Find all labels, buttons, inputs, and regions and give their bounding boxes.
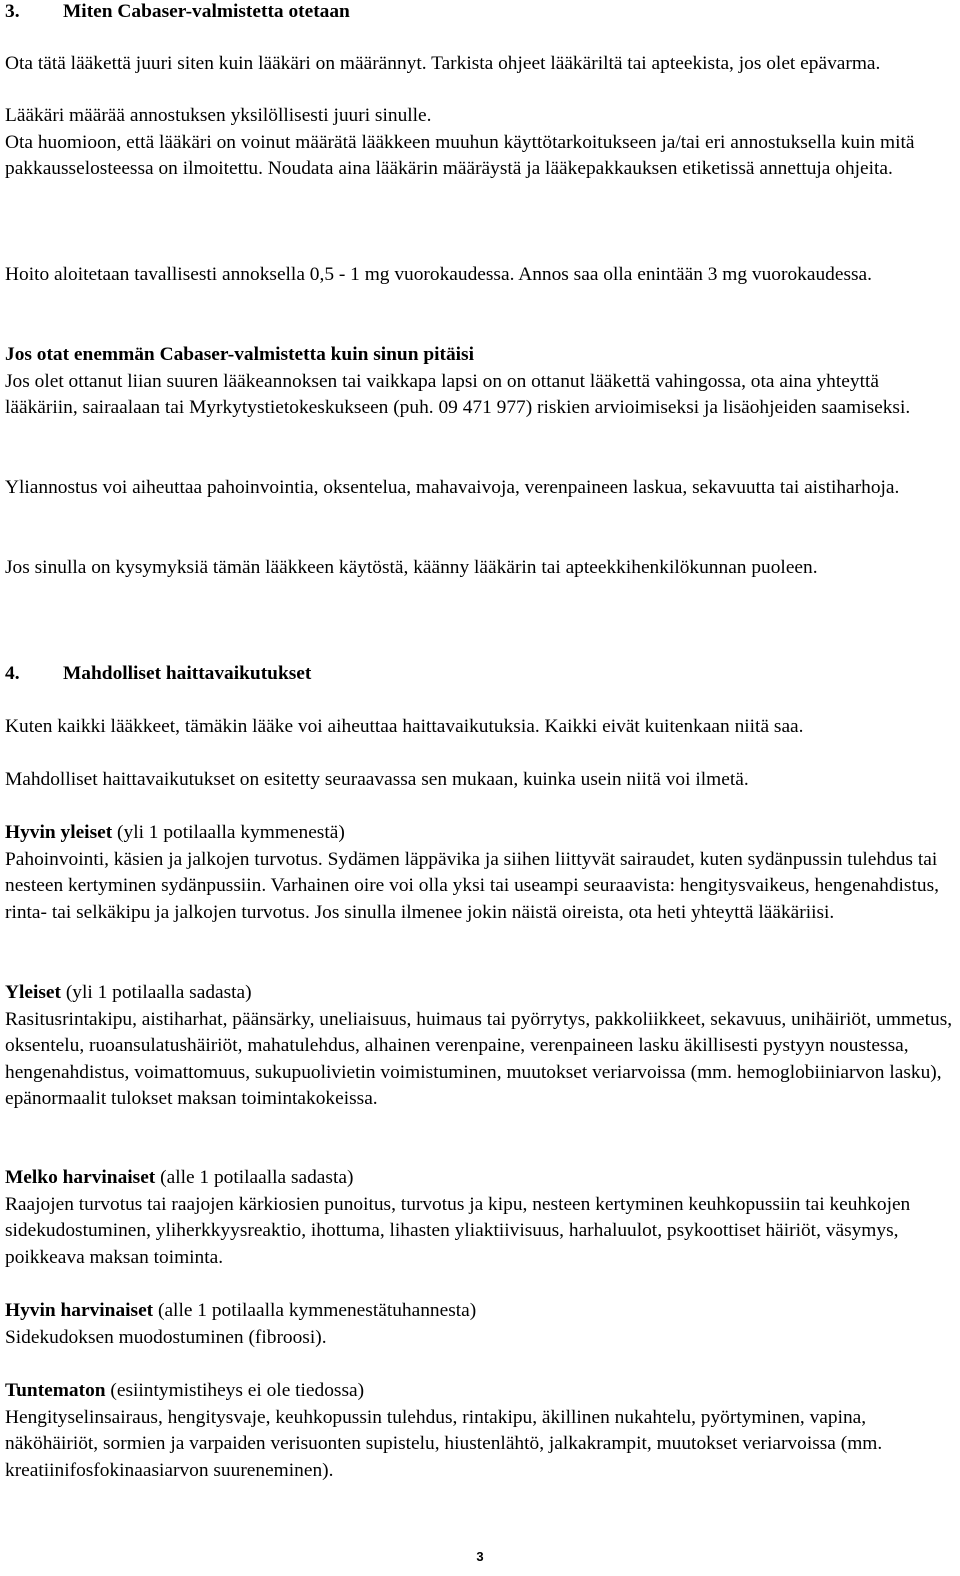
frequency-label: Yleiset: [5, 982, 61, 1003]
frequency-effects: Sidekudoksen muodostuminen (fibroosi).: [5, 1326, 327, 1348]
frequency-label: Tuntematon: [5, 1380, 106, 1401]
overdose-text: Jos olet ottanut liian suuren lääkeannoksen tai vaikkapa lapsi on on ottanut lääkettä vahingossa, ota aina yhteyttä lääkäriin, sairaalaan tai Myrkytystietokeskukseen (puh. 09 471 977) riskien arvioimiseksi ja lisäohjeiden saamiseksi.: [5, 370, 911, 418]
frequency-range: (yli 1 potilaalla kymmenestä): [112, 822, 345, 843]
section-3-paragraph-2-line-1: Lääkäri määrää annostuksen yksilöllisesti juuri sinulle.: [5, 105, 432, 126]
page-number: 3: [476, 1549, 484, 1564]
frequency-range: (esiintymistiheys ei ole tiedossa): [105, 1380, 365, 1401]
section-4-title: Mahdolliset haittavaikutukset: [63, 663, 312, 684]
frequency-effects: Raajojen turvotus tai raajojen kärkiosien punoitus, turvotus ja kipu, nesteen kertyminen keuhkopussiin tai keuhkojen sidekudostuminen, yliherkkyysreaktio, ihottuma, lihasten yliaktiivisuus, harhaluulot, psykoottiset häiriöt, väsymys, poikkeava maksan toiminta.: [5, 1193, 911, 1268]
frequency-effects: Pahoinvointi, käsien ja jalkojen turvotus. Sydämen läppävika ja siihen liittyvät sairaudet, kuten sydänpussin tulehdus tai nesteen kertyminen sydänpussiin. Varhainen oire voi olla yksi tai useampi seuraavista: hengitysvaikeus, hengenahdistus, rinta- tai selkäkipu ja jalkojen turvotus. Jos sinulla ilmenee jokin näistä oireista, ota heti yhteyttä lääkäriisi.: [5, 848, 939, 923]
frequency-heading: [5, 1378, 955, 1405]
overdose-heading: Jos otat enemmän Cabaser-valmistetta kuin sinun pitäisi: [5, 344, 474, 365]
frequency-heading: [5, 980, 955, 1007]
frequency-group-common: [5, 980, 955, 1113]
section-3-number: 3.: [5, 1, 20, 22]
section-3-paragraph-2-line-2: Ota huomioon, että lääkäri on voinut määrätä lääkkeen muuhun käyttötarkoitukseen ja/tai eri annostuksella kuin mitä pakkausselosteessa on ilmoitettu. Noudata aina lääkärin määräystä ja lääkepakkauksen etiketissä annettuja ohjeita.: [5, 131, 915, 179]
frequency-effects: Hengityselinsairaus, hengitysvaje, keuhkopussin tulehdus, rintakipu, äkillinen nukahtelu, pyörtyminen, vapina, näköhäiriöt, sormien ja varpaiden verisuonten supistelu, hiustenlähtö, jalkakrampit, muutokset veriarvoissa (mm. kreatiinifosfokinaasiarvon suureneminen).: [5, 1406, 883, 1481]
frequency-label: Hyvin yleiset: [5, 822, 113, 843]
frequency-range: (yli 1 potilaalla sadasta): [61, 982, 252, 1003]
frequency-heading: [5, 1298, 955, 1325]
frequency-label: Hyvin harvinaiset: [5, 1300, 154, 1321]
section-4-heading: [5, 661, 955, 688]
frequency-group-uncommon: [5, 1165, 955, 1271]
section-3-paragraph-2: [5, 103, 955, 183]
frequency-effects: Rasitusrintakipu, aistiharhat, päänsärky, uneliaisuus, huimaus tai pyörrytys, pakkoliikkeet, sekavuus, unihäiriöt, ummetus, oksentelu, ruoansulatushäiriöt, mahatulehdus, alhainen verenpaine, verenpaineen lasku äkillisesti pystyyn noustessa, hengenahdistus, voimattomuus, sukupuolivietin voimistuminen, muutokset veriarvoissa (mm. hemoglobiiniarvon lasku), epänormaalit tulokset maksan toimintakokeissa.: [5, 1008, 953, 1109]
section-3-dosage-paragraph: Hoito aloitetaan tavallisesti annoksella 0,5 - 1 mg vuorokaudessa. Annos saa olla enintään 3 mg vuorokaudessa.: [5, 264, 872, 285]
overdose-symptoms-paragraph: Yliannostus voi aiheuttaa pahoinvointia, oksentelua, mahavaivoja, verenpaineen laskua, sekavuutta tai aistiharhoja.: [5, 477, 900, 498]
frequency-range: (alle 1 potilaalla kymmenestätuhannesta): [153, 1300, 477, 1321]
frequency-group-unknown: [5, 1378, 955, 1484]
section-4-paragraph-1: Kuten kaikki lääkkeet, tämäkin lääke voi aiheuttaa haittavaikutuksia. Kaikki eivät kuitenkaan niitä saa.: [5, 716, 804, 737]
overdose-block: [5, 342, 955, 422]
frequency-label: Melko harvinaiset: [5, 1167, 156, 1188]
section-3-paragraph-1: Ota tätä lääkettä juuri siten kuin lääkäri on määrännyt. Tarkista ohjeet lääkäriltä tai apteekista, jos olet epävarma.: [5, 53, 881, 74]
frequency-group-very-common: [5, 820, 955, 926]
section-3-title: Miten Cabaser-valmistetta otetaan: [63, 1, 350, 22]
section-4-number: 4.: [5, 663, 20, 684]
frequency-group-very-rare: [5, 1298, 955, 1351]
frequency-range: (alle 1 potilaalla sadasta): [155, 1167, 354, 1188]
section-3-heading: [5, 0, 955, 26]
frequency-heading: [5, 1165, 955, 1192]
section-4-paragraph-2: Mahdolliset haittavaikutukset on esitetty seuraavassa sen mukaan, kuinka usein niitä voi ilmetä.: [5, 769, 749, 790]
frequency-heading: [5, 820, 955, 847]
questions-paragraph: Jos sinulla on kysymyksiä tämän lääkkeen käytöstä, käänny lääkärin tai apteekkihenkilökunnan puoleen.: [5, 557, 818, 578]
